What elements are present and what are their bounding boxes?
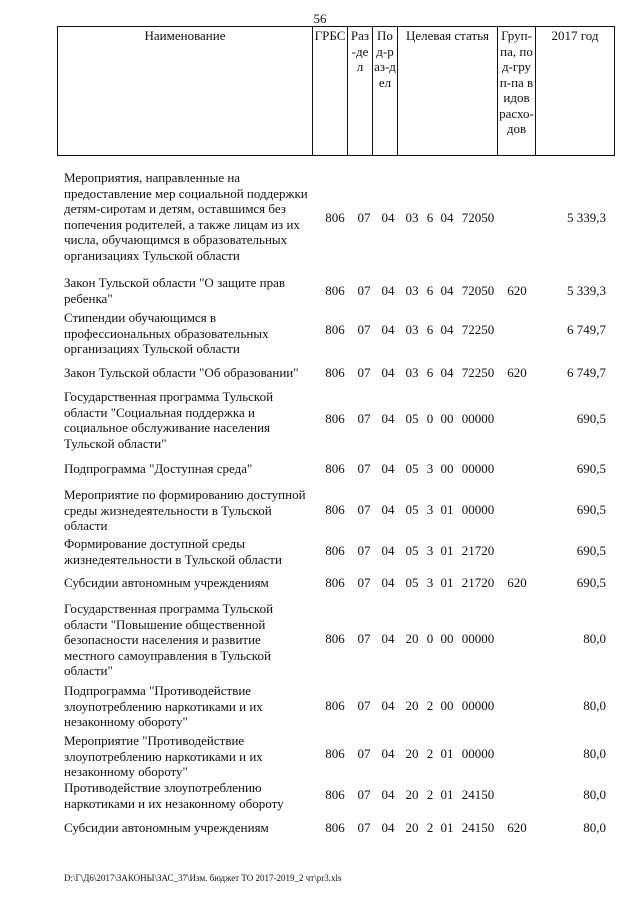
row-razdel: 07: [357, 698, 371, 713]
row-target-4: 00000: [461, 631, 495, 646]
row-target-2: 3: [426, 502, 434, 517]
row-name: Субсидии автономным учреждениям: [64, 820, 269, 835]
row-grbs: 806: [325, 283, 345, 298]
row-name: Мероприятие "Противодействие злоупотреблению наркотиками и их незаконному обороту": [64, 733, 263, 779]
header-razdel: Раз-дел: [348, 27, 373, 156]
row-razdel: 07: [357, 631, 371, 646]
row-target-3: 01: [440, 746, 454, 761]
row-target-2: 6: [426, 210, 434, 225]
row-grbs: 806: [325, 461, 345, 476]
row-target-1: 05: [405, 575, 419, 590]
row-razdel: 07: [357, 411, 371, 426]
row-target-4: 24150: [461, 787, 495, 802]
row-target-4: 21720: [461, 575, 495, 590]
footer-file-path: D:\Г\Д6\2017\ЗАКОНЫ\ЗАС_37\Изм. бюджет ТО 2017-2019_2 чт\pr3.xls: [64, 873, 342, 883]
row-razdel: 07: [357, 502, 371, 517]
table-row: [0, 310, 640, 358]
row-podrazdel: 04: [381, 283, 395, 298]
table-row: [0, 733, 640, 781]
row-grbs: 806: [325, 575, 345, 590]
row-grbs: 806: [325, 698, 345, 713]
row-target-2: 0: [426, 631, 434, 646]
row-target-2: 6: [426, 322, 434, 337]
row-name: Субсидии автономным учреждениям: [64, 575, 269, 590]
table-row: [0, 780, 640, 812]
row-podrazdel: 04: [381, 787, 395, 802]
row-target-4: 72250: [461, 365, 495, 380]
row-target-1: 20: [405, 746, 419, 761]
row-target-1: 03: [405, 322, 419, 337]
row-target-2: 2: [426, 787, 434, 802]
row-target-3: 04: [440, 322, 454, 337]
row-vid: 620: [507, 820, 527, 835]
row-sum: 80,0: [583, 746, 606, 761]
row-sum: 690,5: [576, 502, 606, 517]
row-podrazdel: 04: [381, 698, 395, 713]
table-row: [0, 487, 640, 535]
row-razdel: 07: [357, 210, 371, 225]
table-row: [0, 365, 640, 383]
row-name: Закон Тульской области "Об образовании": [64, 365, 299, 380]
row-sum: 5 339,3: [567, 283, 606, 298]
row-name: Мероприятия, направленные на предоставление мер социальной поддержки детям-сиротам и детям, оставшимся без попечения родителей, а также лицам из их числа, обучающимся в образовательных организациях Тульской области: [64, 170, 308, 263]
row-target-2: 6: [426, 365, 434, 380]
row-podrazdel: 04: [381, 322, 395, 337]
row-name: Подпрограмма "Доступная среда": [64, 461, 253, 476]
row-razdel: 07: [357, 283, 371, 298]
row-grbs: 806: [325, 631, 345, 646]
row-podrazdel: 04: [381, 502, 395, 517]
row-target-4: 00000: [461, 746, 495, 761]
row-target-4: 00000: [461, 698, 495, 713]
table-row: [0, 575, 640, 593]
row-target-3: 00: [440, 461, 454, 476]
row-target-2: 3: [426, 575, 434, 590]
row-sum: 690,5: [576, 543, 606, 558]
row-name: Стипендии обучающимся в профессиональных образовательных организациях Тульской области: [64, 310, 269, 356]
row-grbs: 806: [325, 210, 345, 225]
header-year: 2017 год: [536, 27, 615, 156]
row-target-3: 04: [440, 210, 454, 225]
row-grbs: 806: [325, 411, 345, 426]
row-sum: 80,0: [583, 698, 606, 713]
table-row: [0, 170, 640, 270]
row-sum: 690,5: [576, 461, 606, 476]
row-target-4: 72050: [461, 210, 495, 225]
row-sum: 80,0: [583, 820, 606, 835]
row-target-1: 20: [405, 787, 419, 802]
row-target-4: 21720: [461, 543, 495, 558]
row-target-2: 0: [426, 411, 434, 426]
table-row: [0, 536, 640, 568]
page-number: 56: [313, 11, 327, 26]
table-row: [0, 275, 640, 307]
table-row: [0, 820, 640, 838]
row-target-4: 72250: [461, 322, 495, 337]
row-target-1: 20: [405, 698, 419, 713]
row-target-4: 00000: [461, 411, 495, 426]
row-sum: 690,5: [576, 411, 606, 426]
row-name: Государственная программа Тульской области "Повышение общественной безопасности населения и развитие местного самоуправления в Тульской области": [64, 601, 274, 678]
row-podrazdel: 04: [381, 575, 395, 590]
row-sum: 80,0: [583, 631, 606, 646]
row-target-3: 01: [440, 787, 454, 802]
row-podrazdel: 04: [381, 746, 395, 761]
row-grbs: 806: [325, 365, 345, 380]
row-grbs: 806: [325, 746, 345, 761]
row-razdel: 07: [357, 365, 371, 380]
row-target-1: 05: [405, 543, 419, 558]
row-razdel: 07: [357, 575, 371, 590]
row-target-1: 03: [405, 210, 419, 225]
row-podrazdel: 04: [381, 631, 395, 646]
row-podrazdel: 04: [381, 543, 395, 558]
row-target-4: 00000: [461, 502, 495, 517]
row-target-3: 01: [440, 820, 454, 835]
row-name: Подпрограмма "Противодействие злоупотреблению наркотиками и их незаконному обороту": [64, 683, 263, 729]
row-target-1: 03: [405, 365, 419, 380]
row-sum: 6 749,7: [567, 365, 606, 380]
header-name: Наименование: [58, 27, 313, 156]
row-name: Государственная программа Тульской области "Социальная поддержка и социальное обслуживание населения Тульской области": [64, 389, 274, 451]
table-row: [0, 601, 640, 681]
header-vid: Груп-па, под-груп-па видов расхо-дов: [498, 27, 536, 156]
row-target-3: 01: [440, 543, 454, 558]
table-row: [0, 461, 640, 479]
row-target-1: 05: [405, 461, 419, 476]
row-razdel: 07: [357, 461, 371, 476]
header-grbs: ГРБС: [313, 27, 348, 156]
table-row: [0, 389, 640, 453]
row-target-3: 04: [440, 283, 454, 298]
header-podrazdel: Под-раз-дел: [373, 27, 398, 156]
row-razdel: 07: [357, 543, 371, 558]
row-sum: 5 339,3: [567, 210, 606, 225]
row-vid: 620: [507, 365, 527, 380]
row-sum: 80,0: [583, 787, 606, 802]
row-target-3: 04: [440, 365, 454, 380]
row-name: Мероприятие по формированию доступной среды жизнедеятельности в Тульской области: [64, 487, 306, 533]
row-podrazdel: 04: [381, 820, 395, 835]
header-target: Целевая статья: [398, 27, 498, 156]
row-target-1: 03: [405, 283, 419, 298]
row-grbs: 806: [325, 820, 345, 835]
row-razdel: 07: [357, 787, 371, 802]
row-name: Закон Тульской области "О защите прав ребенка": [64, 275, 286, 306]
row-target-4: 00000: [461, 461, 495, 476]
row-name: Формирование доступной среды жизнедеятельности в Тульской области: [64, 536, 282, 567]
row-grbs: 806: [325, 502, 345, 517]
row-grbs: 806: [325, 543, 345, 558]
row-podrazdel: 04: [381, 210, 395, 225]
row-podrazdel: 04: [381, 411, 395, 426]
row-grbs: 806: [325, 787, 345, 802]
row-target-2: 2: [426, 746, 434, 761]
row-podrazdel: 04: [381, 365, 395, 380]
row-target-4: 24150: [461, 820, 495, 835]
row-grbs: 806: [325, 322, 345, 337]
row-target-1: 05: [405, 411, 419, 426]
row-target-2: 3: [426, 543, 434, 558]
row-sum: 6 749,7: [567, 322, 606, 337]
row-vid: 620: [507, 575, 527, 590]
row-sum: 690,5: [576, 575, 606, 590]
row-razdel: 07: [357, 820, 371, 835]
row-target-2: 2: [426, 698, 434, 713]
row-target-4: 72050: [461, 283, 495, 298]
row-vid: 620: [507, 283, 527, 298]
row-target-3: 01: [440, 502, 454, 517]
row-target-3: 01: [440, 575, 454, 590]
row-name: Противодействие злоупотреблению наркотиками и их незаконному обороту: [64, 780, 284, 811]
row-target-1: 20: [405, 820, 419, 835]
row-razdel: 07: [357, 322, 371, 337]
row-target-1: 20: [405, 631, 419, 646]
row-target-3: 00: [440, 411, 454, 426]
row-target-1: 05: [405, 502, 419, 517]
table-row: [0, 683, 640, 731]
row-target-3: 00: [440, 631, 454, 646]
row-razdel: 07: [357, 746, 371, 761]
row-target-2: 6: [426, 283, 434, 298]
row-target-2: 3: [426, 461, 434, 476]
row-target-3: 00: [440, 698, 454, 713]
row-target-2: 2: [426, 820, 434, 835]
row-podrazdel: 04: [381, 461, 395, 476]
